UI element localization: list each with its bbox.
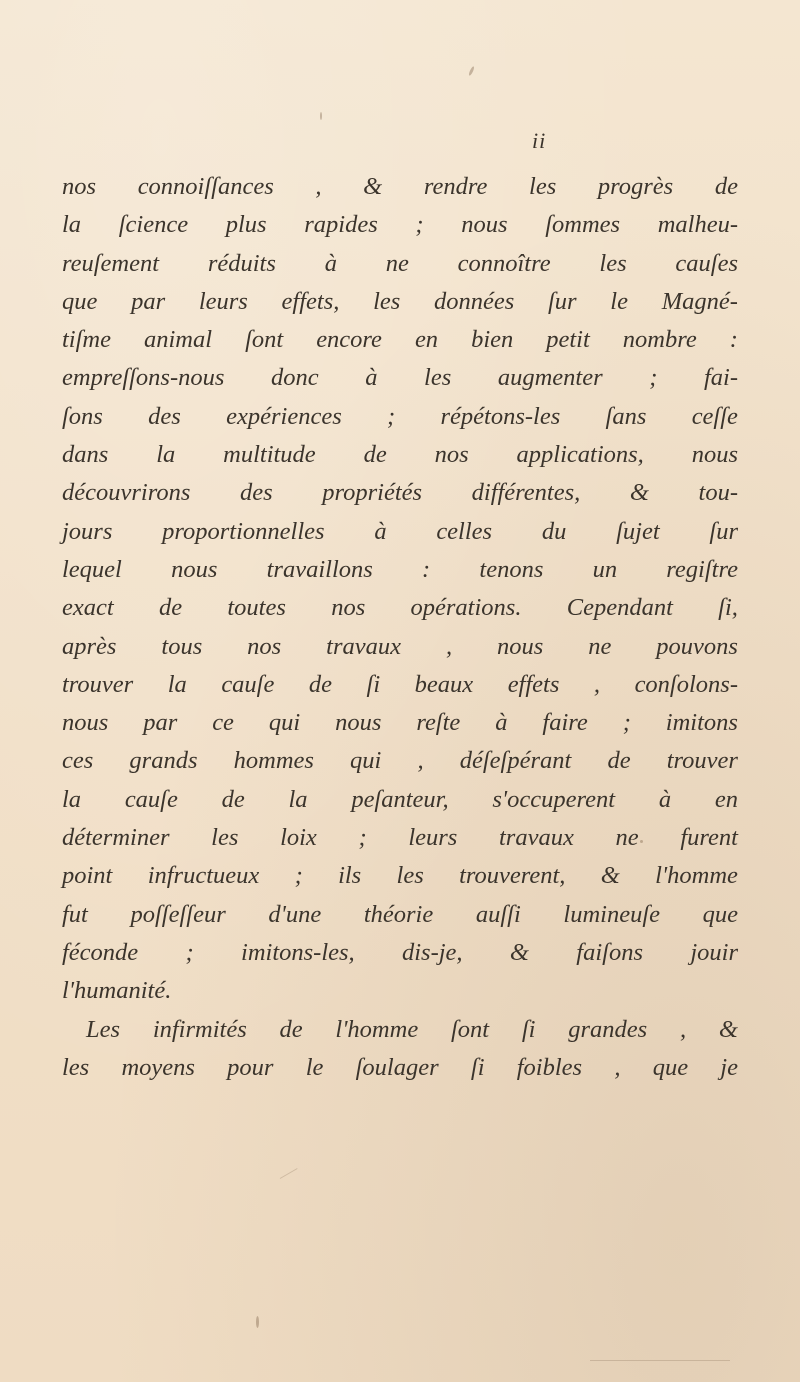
word: hommes [233,747,314,775]
word: point [62,862,113,890]
text-line [62,283,738,321]
word: théorie [363,900,434,928]
word: ; [415,211,424,239]
word: auſſi [475,900,521,928]
word: reuſement [62,249,160,277]
word: ſi [470,1053,485,1081]
word: que [702,900,738,928]
body-text [62,168,738,1087]
word: petit [546,326,590,354]
word: tou- [698,479,738,507]
word: par [131,287,166,315]
word: ſont [450,1015,490,1043]
word: furent [680,824,738,852]
word: & [363,173,383,200]
word: l'homme [655,862,738,890]
text-line [62,206,738,244]
word: pouvons [656,632,738,660]
text-line [62,628,738,666]
word: d'une [268,900,322,928]
word: leurs [408,824,458,852]
word: tous [161,632,203,660]
word: grandes [568,1015,648,1043]
word: celles [436,517,493,545]
word: , [417,747,424,775]
word: donc [271,364,319,392]
word: , [315,173,322,200]
text-line [62,398,738,436]
paper-scratch [280,1168,298,1179]
word: nous [62,709,109,737]
word: s'occuperent [492,785,616,813]
paper-speck [256,1316,259,1328]
word: de [714,173,738,200]
word: , [445,632,453,660]
text-line [62,436,738,474]
word: travaillons [266,555,373,583]
page-number: ii [532,128,547,153]
word: ſons [62,402,103,430]
word: nous [497,632,544,660]
text-line [62,513,738,551]
text-line [62,321,738,359]
word: trouver [666,747,738,775]
word: ; [649,364,658,392]
word: : [422,555,431,583]
word: cauſe [221,670,275,698]
word: qui [268,709,301,737]
word: la [288,785,308,813]
word: imitons [665,709,738,737]
word: moyens [121,1053,195,1081]
word: de [363,441,387,469]
text-line [62,474,738,512]
word: ne [588,632,612,660]
word: cauſe [124,785,178,813]
word: la [62,785,82,813]
word: découvrirons [62,479,191,507]
word: propriétés [322,479,423,507]
word: ; [185,938,194,966]
word: ; [294,862,303,890]
word: la [62,211,82,239]
word: ſont [245,326,284,354]
word: nous [461,211,508,239]
word: cauſes [675,249,738,277]
word: les [373,287,401,315]
word: ne [615,824,639,852]
word: plus [225,211,267,239]
word: les [396,862,424,890]
word: différentes, [471,479,581,507]
word: faiſons [576,938,643,966]
word: grands [129,747,198,775]
word: jouir [690,938,738,966]
word: opérations. [410,594,522,622]
word: rapides [304,211,378,239]
word: foibles [516,1053,583,1081]
word: lequel [62,555,122,583]
word: dans [62,441,109,469]
word: ; [358,824,367,852]
text-line [62,551,738,589]
word: ſi [521,1015,536,1043]
word: Cependant [566,594,673,622]
word: toutes [227,594,286,622]
word: ils [338,862,362,890]
word: leurs [198,287,248,315]
paper-speck [320,112,322,120]
word: imitons-les, [241,938,355,966]
word: nous [335,709,382,737]
word: la [156,441,176,469]
word: la [167,670,187,698]
word: Magné- [661,287,738,315]
paper-scratch [590,1360,730,1361]
word: lumineuſe [563,900,661,928]
word: loix [280,824,317,852]
word: à [365,364,378,392]
word: après [62,632,117,660]
word: tiſme [62,326,111,354]
word: réduits [207,249,276,277]
word: faire [542,709,588,737]
word: féconde [62,938,139,966]
word: jours [62,517,113,545]
word: ſommes [545,211,621,239]
word: infirmités [152,1015,247,1043]
word: malheu- [657,211,738,239]
word: & [600,862,620,890]
word: exact [62,594,114,622]
word: l'homme [335,1015,419,1043]
word: connoiſſances [137,173,274,200]
text-line [62,1011,738,1049]
word: les [424,364,452,392]
word: progrès [597,173,674,200]
word: applications, [516,441,644,469]
word: nous [691,441,738,469]
word: connoître [457,249,551,277]
text-line [62,819,738,857]
word: à [374,517,387,545]
word: conſolons- [634,670,738,698]
word: le [610,287,628,315]
word: regiſtre [666,555,738,583]
word: infructueux [147,862,260,890]
text-line [62,245,738,283]
word: poſſeſſeur [130,900,226,928]
word: je [720,1053,738,1081]
word: & [629,479,649,507]
word: en [714,785,738,813]
word: ; [387,402,396,430]
word: , [593,670,601,698]
text-line [62,857,738,895]
word: données [434,287,515,315]
word: trouver [62,670,134,698]
word: ſi, [718,594,738,622]
word: multitude [223,441,316,469]
word: un [592,555,618,583]
word: que [652,1053,689,1081]
word: par [143,709,178,737]
word: des [239,479,273,507]
word: ſcience [118,211,189,239]
word: travaux [326,632,401,660]
word: le [305,1053,324,1081]
word: & [509,938,529,966]
text-line [62,168,738,206]
word: encore [316,326,382,354]
word: ſur [548,287,577,315]
word: de [279,1015,303,1043]
word: nous [171,555,218,583]
word: de [308,670,333,698]
word: à [658,785,672,813]
text-line [62,742,738,780]
text-line [62,704,738,742]
word: nos [62,173,97,200]
word: déterminer [62,824,170,852]
word: de [221,785,245,813]
word: les [211,824,239,852]
word: ſur [709,517,738,545]
text-line-last: l'humanité. [62,977,172,1005]
word: peſanteur, [351,785,449,813]
word: beaux [414,670,474,698]
word: travaux [499,824,574,852]
word: , [614,1053,621,1081]
word: fut [62,900,88,928]
text-line [62,934,738,972]
word: , [679,1015,687,1043]
text-line [62,666,738,704]
word: animal [144,326,213,354]
word: effets, [281,287,340,315]
text-line [62,1049,738,1087]
word: à [495,709,508,737]
word: rendre [423,173,488,200]
word: ſujet [616,517,660,545]
word: proportionnelles [162,517,325,545]
word: en [414,326,439,354]
text-line [62,589,738,627]
word: nos [434,441,469,469]
word: de [607,747,631,775]
word: reſte [416,709,461,737]
word: du [541,517,567,545]
text-line [62,359,738,397]
word: Les [86,1015,121,1043]
word: ne [385,249,409,277]
word: bien [471,326,514,354]
text-line [62,896,738,934]
word: ſoulager [355,1053,439,1081]
word: nos [247,632,282,660]
word: tenons [479,555,544,583]
word: les [529,173,557,200]
word: ſans [605,402,647,430]
text-line [62,781,738,819]
word: empreſſons-nous [62,364,225,392]
word: nombre [622,326,697,354]
word: effets [507,670,560,698]
word: ces [62,747,94,775]
word: trouverent, [459,862,566,890]
word: fai- [703,364,738,392]
word: à [324,249,337,277]
word: les [62,1053,90,1081]
word: ; [622,709,631,737]
word: déſeſpérant [459,747,572,775]
word: pour [227,1053,274,1081]
word: & [718,1015,738,1043]
word: : [729,326,738,354]
word: dis-je, [402,938,463,966]
word: ceſſe [691,402,738,430]
word: répétons-les [440,402,561,430]
word: qui [350,747,382,775]
word: des [148,402,181,430]
paper-speck [468,66,475,76]
word: ce [212,709,234,737]
word: nos [331,594,366,622]
word: de [158,594,183,622]
word: que [62,287,98,315]
word: expériences [226,402,342,430]
word: augmenter [497,364,603,392]
word: ſi [366,670,381,698]
word: les [599,249,627,277]
